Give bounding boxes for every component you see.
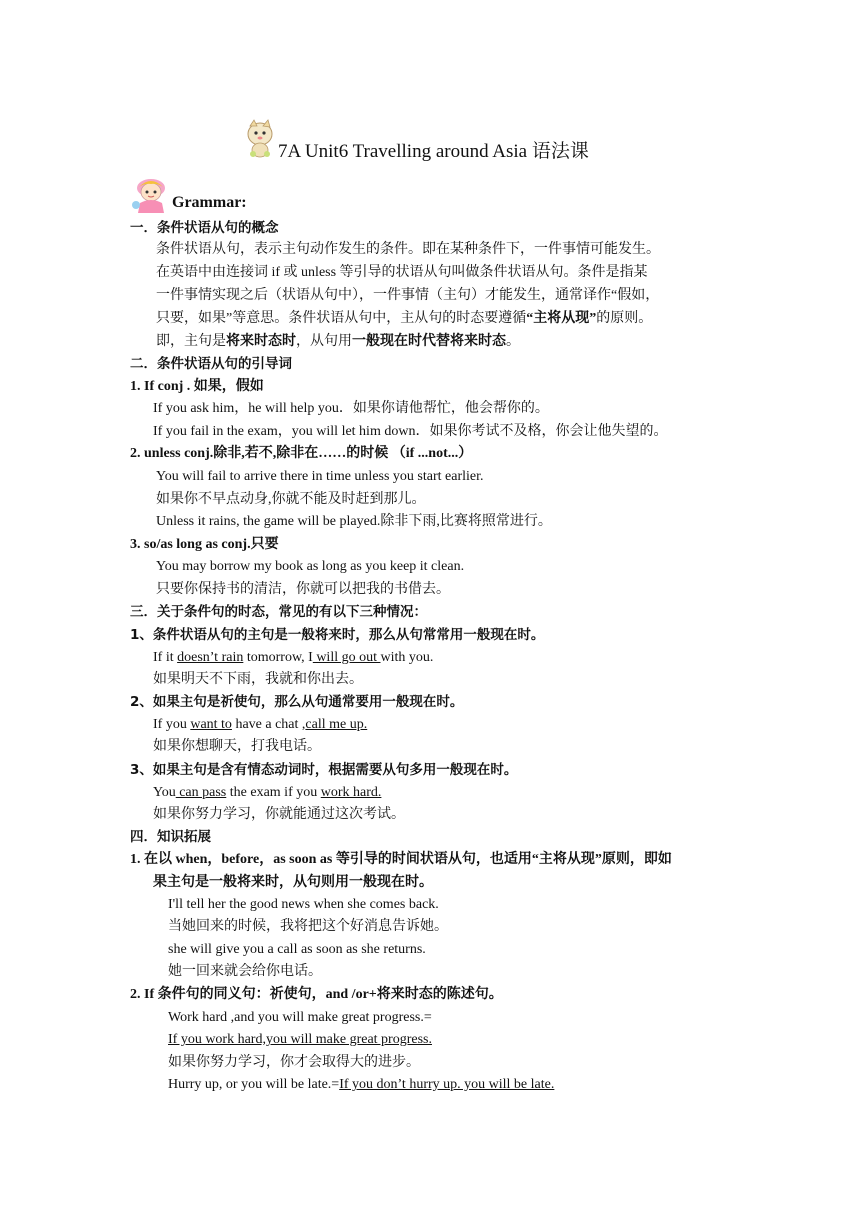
text-span: 。 [506,334,520,349]
example-line: Unless it rains, the game will be played.除非下雨,比赛将照常进行。 [156,514,552,529]
text-span: with you. [380,650,434,665]
underlined-text: can pass [175,785,227,800]
text-span: have a chat , [231,717,306,732]
item-heading: 1. 在以 when，before，as soon as 等引导的时间状语从句，也适用“主将从现”原则，即如 [130,852,672,867]
underlined-text: will go out [312,650,381,665]
case-heading: 1、条件状语从句的主句是一般将来时，那么从句常常用一般现在时。 [130,627,545,643]
item-heading: 2. If 条件句的同义句：祈使句，and /or+将来时态的陈述句。 [130,987,503,1002]
example-line: 当她回来的时候，我将把这个好消息告诉她。 [168,919,448,934]
paragraph-line [156,332,520,352]
example-line [153,715,367,735]
example-line [153,783,381,803]
paragraph-line: 条件状语从句，表示主句动作发生的条件。即在某种条件下，一件事情可能发生。 [156,242,660,257]
example-line: 如果你想聊天，打我电话。 [153,739,321,754]
text-span: If you [153,717,191,732]
paragraph-line: 一件事情实现之后（状语从句中），一件事情（主句）才能发生，通常译作“假如， [156,288,660,303]
section-3-heading: 三．关于条件句的时态，常见的有以下三种情况： [130,604,427,620]
item-heading: 2. unless conj.除非,若不,除非在……的时候 （if ...not...） [130,446,473,461]
text-span: If it [153,650,178,665]
underlined-example: If you work hard,you will make great progress. [168,1032,432,1047]
emphasis-text: 一般现在时代替将来时态 [352,334,506,349]
example-line: 她一回来就会给你电话。 [168,964,322,979]
example-line: 如果你不早点动身,你就不能及时赶到那儿。 [156,492,426,507]
emphasis-text: 将来时态时 [226,334,296,349]
section-1-heading: 一．条件状语从句的概念 [130,220,279,236]
page-title: 7A Unit6 Travelling around Asia 语法课 [278,141,589,162]
example-line: You may borrow my book as long as you keep it clean. [156,559,465,574]
underlined-text: work hard. [320,785,382,800]
item-heading: 果主句是一般将来时，从句则用一般现在时。 [153,875,433,890]
example-line [168,1075,554,1095]
text-span: You [153,785,176,800]
text-span: 即，主句是 [156,334,226,349]
underlined-text: want to [190,717,232,732]
example-line: 如果明天不下雨，我就和你出去。 [153,672,363,687]
case-heading: 3、如果主句是含有情态动词时，根据需要从句多用一般现在时。 [130,762,518,778]
example-line: 只要你保持书的清洁，你就可以把我的书借去。 [156,582,450,597]
text-span: Hurry up, or you will be late.= [168,1077,340,1092]
example-line: You will fail to arrive there in time unless you start earlier. [156,469,484,484]
section-2-heading: 二．条件状语从句的引导词 [130,356,292,372]
example-line [153,648,433,668]
grammar-heading: Grammar: [172,194,247,211]
example-line: If you ask him，he will help you．如果你请他帮忙，他会帮你的。 [153,401,549,416]
paragraph-line: 在英语中由连接词 if 或 unless 等引导的状语从句叫做条件状语从句。条件是指某 [156,265,648,280]
text-span: 只要，如果”等意思。条件状语从句中，主从句的时态要遵循 [156,311,527,326]
text-span: 的原则。 [596,311,653,326]
text-span: ，从句用 [296,334,352,349]
example-line: Work hard ,and you will make great progress.= [168,1010,432,1025]
section-4-heading: 四．知识拓展 [130,829,211,845]
cartoon-mascot-icon [242,118,278,158]
item-heading: 1. If conj . 如果，假如 [130,379,264,394]
example-line: 如果你努力学习，你才会取得大的进步。 [168,1055,420,1070]
underlined-text: If you don’t hurry up. you will be late. [339,1077,555,1092]
emphasis-rule: “主将从现” [526,311,597,326]
cartoon-girl-icon [130,175,172,215]
example-line: I'll tell her the good news when she comes back. [168,897,439,912]
example-line: 如果你努力学习，你就能通过这次考试。 [153,807,405,822]
underlined-text: call me up. [305,717,368,732]
paragraph-line [156,309,652,329]
text-span: the exam if you [226,785,321,800]
example-line: she will give you a call as soon as she returns. [168,942,426,957]
example-line: If you fail in the exam，you will let him down．如果你考试不及格，你会让他失望的。 [153,424,668,439]
underlined-text: doesn’t rain [177,650,244,665]
text-span: tomorrow, I [243,650,313,665]
case-heading: 2、如果主句是祈使句，那么从句通常要用一般现在时。 [130,694,464,710]
item-heading: 3. so/as long as conj.只要 [130,537,279,552]
